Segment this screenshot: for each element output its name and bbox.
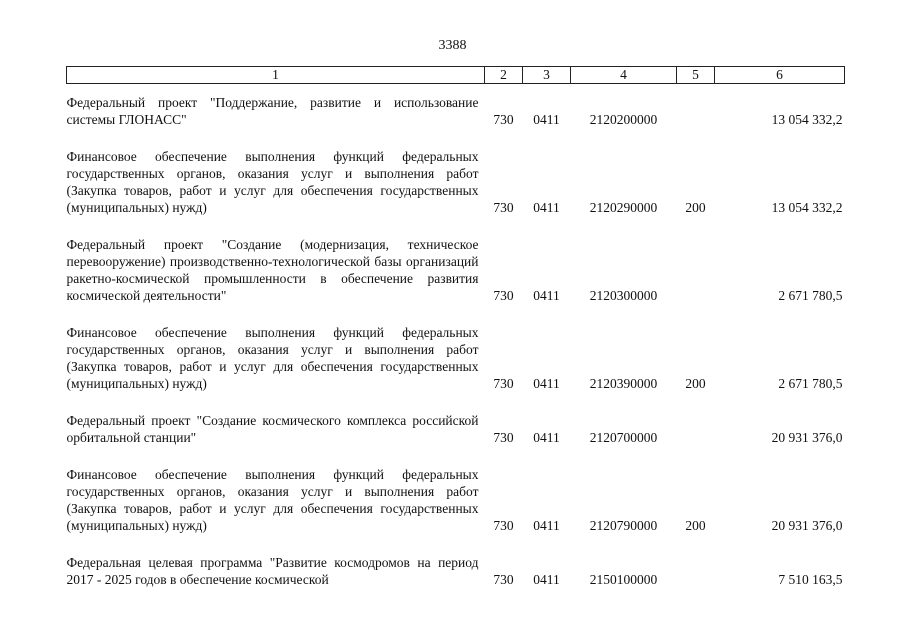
header-row [67,67,845,84]
row-spacer [67,216,845,236]
table-row [67,466,845,534]
row-sum: 2 671 780,5 [778,288,843,303]
table-body [67,84,845,589]
row-sum: 13 054 332,2 [771,200,843,215]
row-description: Федеральный проект "Поддержание, развитие и использование системы ГЛОНАСС" [66,95,479,127]
row-ved-code: 730 [493,112,514,127]
row-ved-code: 730 [493,430,514,445]
header-col-4: 4 [571,67,677,84]
row-spacer-cell [67,392,845,412]
row-section-code: 0411 [533,376,560,391]
row-spacer-cell [67,304,845,324]
row-spacer [67,446,845,466]
table-row [67,148,845,216]
table-row [67,324,845,392]
row-ved-code: 730 [493,572,514,587]
row-sum: 20 931 376,0 [771,430,843,445]
row-target-code: 2120290000 [589,200,658,215]
row-description: Федеральная целевая программа "Развитие космодромов на период 2017 - 2025 годов в обеспечение космической [66,555,479,587]
row-target-code: 2150100000 [589,572,658,587]
table-row [67,412,845,446]
header-col-6: 6 [715,67,845,84]
row-expense-type [677,412,715,446]
row-spacer-cell [67,534,845,554]
row-section-code: 0411 [533,518,560,533]
row-section-code: 0411 [533,572,560,587]
row-spacer [67,534,845,554]
row-description: Федеральный проект "Создание (модернизация, техническое перевооружение) производственно-технологической базы организаций ракетно-космической промышленности в обеспечение развития космической деятельности" [66,237,479,303]
row-sum: 13 054 332,2 [771,112,843,127]
row-sum: 7 510 163,5 [778,572,843,587]
budget-table [66,66,845,588]
row-section-code: 0411 [533,430,560,445]
row-section-code: 0411 [533,200,560,215]
row-spacer-cell [67,84,845,95]
row-description: Финансовое обеспечение выполнения функций федеральных государственных органов, оказания услуг и выполнения работ (Закупка товаров, работ и услуг для обеспечения государственных (муниципальных) нужд) [66,467,479,533]
row-target-code: 2120390000 [589,376,658,391]
header-col-3: 3 [523,67,571,84]
row-ved-code: 730 [493,376,514,391]
row-expense-type: 200 [685,200,706,215]
row-description: Финансовое обеспечение выполнения функций федеральных государственных органов, оказания услуг и выполнения работ (Закупка товаров, работ и услуг для обеспечения государственных (муниципальных) нужд) [66,325,479,391]
row-expense-type: 200 [685,376,706,391]
row-spacer [67,392,845,412]
row-expense-type [677,94,715,128]
row-ved-code: 730 [493,518,514,533]
row-spacer-cell [67,128,845,148]
row-target-code: 2120790000 [589,518,658,533]
table-row [67,94,845,128]
row-expense-type [677,236,715,304]
row-spacer [67,84,845,95]
row-target-code: 2120700000 [589,430,658,445]
row-description: Федеральный проект "Создание космического комплекса российской орбитальной станции" [66,413,479,445]
table-row [67,236,845,304]
row-spacer-cell [67,216,845,236]
row-ved-code: 730 [493,200,514,215]
row-section-code: 0411 [533,288,560,303]
row-description: Финансовое обеспечение выполнения функций федеральных государственных органов, оказания услуг и выполнения работ (Закупка товаров, работ и услуг для обеспечения государственных (муниципальных) нужд) [66,149,479,215]
row-sum: 20 931 376,0 [771,518,843,533]
row-expense-type: 200 [685,518,706,533]
row-spacer [67,304,845,324]
row-target-code: 2120300000 [589,288,658,303]
row-spacer [67,128,845,148]
row-sum: 2 671 780,5 [778,376,843,391]
row-expense-type [677,554,715,588]
table-row [67,554,845,588]
row-target-code: 2120200000 [589,112,658,127]
row-section-code: 0411 [533,112,560,127]
row-spacer-cell [67,446,845,466]
page-number: 3388 [438,38,467,53]
row-ved-code: 730 [493,288,514,303]
header-col-5: 5 [677,67,715,84]
header-col-2: 2 [485,67,523,84]
header-col-1: 1 [67,67,485,84]
